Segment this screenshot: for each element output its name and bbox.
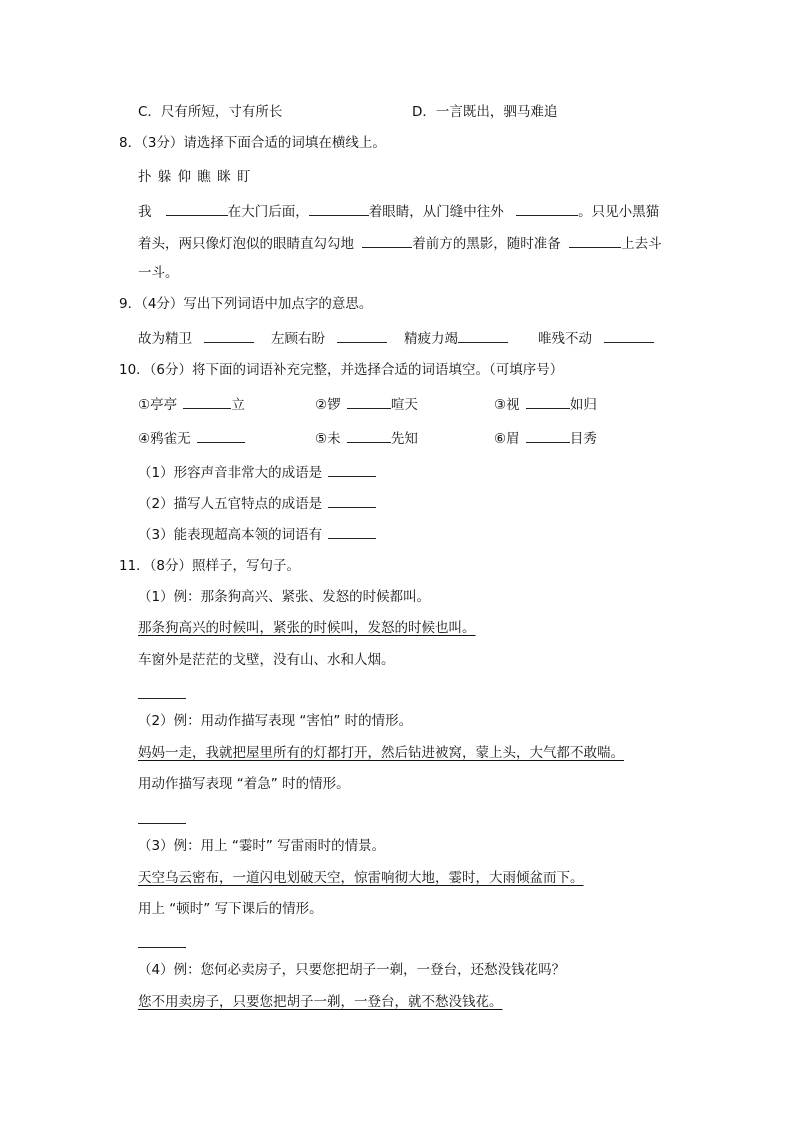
item-word: 唯残不动 xyxy=(538,331,592,347)
question-9-item-4 xyxy=(538,328,654,349)
idiom-prefix: ④鸦雀无 xyxy=(138,431,191,447)
question-9-item-2 xyxy=(271,328,387,349)
answer-blank[interactable] xyxy=(166,201,228,216)
option-d: D．一言既出，驷马难追 xyxy=(412,104,558,120)
sub-question-text: （1）形容声音非常大的成语是 xyxy=(138,465,323,481)
question-8-word-choices: 扑 躲 仰 瞧 眯 盯 xyxy=(138,169,252,185)
idiom-prefix: ⑥眉 xyxy=(494,431,520,447)
item-word: 左顾右盼 xyxy=(271,331,325,347)
idiom-item-4 xyxy=(138,428,245,449)
part-1-model-sentence: 那条狗高兴的时候叫，紧张的时候叫，发怒的时候也叫。 xyxy=(138,620,476,636)
question-9-item-3 xyxy=(404,328,508,349)
part-3-model-sentence: 天空乌云密布，一道闪电划破天空，惊雷响彻大地，霎时，大雨倾盆而下。 xyxy=(138,870,584,886)
answer-blank[interactable] xyxy=(328,524,376,539)
answer-blank[interactable] xyxy=(604,328,654,343)
answer-blank[interactable] xyxy=(183,394,231,409)
part-2-model-sentence: 妈妈一走，我就把屋里所有的灯都打开，然后钻进被窝，蒙上头，大气都不敢喘。 xyxy=(138,745,624,761)
idiom-item-3 xyxy=(494,394,597,415)
sub-question-text: （2）描写人五官特点的成语是 xyxy=(138,496,323,512)
part-2-answer-blank[interactable] xyxy=(138,822,186,824)
option-c: C．尺有所短，寸有所长 xyxy=(138,104,283,120)
idiom-item-2 xyxy=(315,394,418,415)
text-segment: 着眼睛，从门缝中往外 xyxy=(368,204,504,220)
part-3-example: （3）例：用上 “霎时” 写雷雨时的情景。 xyxy=(138,838,386,854)
answer-blank[interactable] xyxy=(458,328,508,343)
answer-blank[interactable] xyxy=(328,493,376,508)
text-segment: 着头，两只像灯泡似的眼睛直勾勾地 xyxy=(138,236,354,252)
part-1-task-sentence: 车窗外是茫茫的戈壁，没有山、水和人烟。 xyxy=(138,652,395,668)
answer-blank[interactable] xyxy=(569,233,621,248)
part-1-answer-blank[interactable] xyxy=(138,697,186,699)
part-1-example: （1）例：那条狗高兴、紧张、发怒的时候都叫。 xyxy=(138,589,431,605)
question-10-title: 10．（6分）将下面的词语补充完整，并选择合适的词语填空。（可填序号） xyxy=(119,362,564,378)
text-segment: 在大门后面， xyxy=(227,204,309,220)
idiom-suffix: 喧天 xyxy=(390,397,418,413)
answer-blank[interactable] xyxy=(337,328,387,343)
part-3-answer-blank[interactable] xyxy=(138,946,186,948)
question-8-sentence-line-1 xyxy=(138,201,659,222)
answer-blank[interactable] xyxy=(516,201,578,216)
answer-blank[interactable] xyxy=(526,394,570,409)
text-segment: 上去斗 xyxy=(621,236,662,252)
idiom-suffix: 目秀 xyxy=(569,431,597,447)
idiom-suffix: 立 xyxy=(231,397,245,413)
answer-blank[interactable] xyxy=(309,201,369,216)
answer-blank[interactable] xyxy=(347,428,391,443)
idiom-item-6 xyxy=(494,428,597,449)
idiom-item-5 xyxy=(315,428,418,449)
answer-blank[interactable] xyxy=(362,233,412,248)
question-10-sub-1 xyxy=(138,462,376,483)
text-segment: 着前方的黑影，随时准备 xyxy=(412,236,561,252)
question-9-title: 9．（4分）写出下列词语中加点字的意思。 xyxy=(119,296,373,312)
answer-blank[interactable] xyxy=(204,328,254,343)
text-segment: 我 xyxy=(138,204,152,220)
item-word: 精疲力竭 xyxy=(404,331,458,347)
item-word: 故为精卫 xyxy=(138,331,192,347)
idiom-prefix: ③视 xyxy=(494,397,520,413)
part-2-example: （2）例：用动作描写表现 “害怕” 时的情形。 xyxy=(138,713,413,729)
question-10-sub-2 xyxy=(138,493,376,514)
answer-blank[interactable] xyxy=(347,394,391,409)
part-2-task-sentence: 用动作描写表现 “着急” 时的情形。 xyxy=(138,776,350,792)
idiom-prefix: ①亭亭 xyxy=(138,397,178,413)
part-4-example: （4）例：您何必卖房子，只要您把胡子一剃，一登台，还愁没钱花吗？ xyxy=(138,962,566,978)
idiom-item-1 xyxy=(138,394,245,415)
idiom-suffix: 先知 xyxy=(390,431,418,447)
question-8-title: 8．（3分）请选择下面合适的词填在横线上。 xyxy=(119,135,386,151)
question-10-sub-3 xyxy=(138,524,376,545)
answer-blank[interactable] xyxy=(197,428,245,443)
question-8-sentence-line-3: 一斗。 xyxy=(138,265,179,281)
question-8-sentence-line-2 xyxy=(138,233,662,254)
idiom-prefix: ⑤未 xyxy=(315,431,341,447)
text-segment: 。只见小黑猫 xyxy=(578,204,660,220)
part-3-task-sentence: 用上 “顿时” 写下课后的情形。 xyxy=(138,901,323,917)
idiom-suffix: 如归 xyxy=(569,397,597,413)
answer-blank[interactable] xyxy=(526,428,570,443)
part-4-model-sentence: 您不用卖房子，只要您把胡子一剃，一登台，就不愁没钱花。 xyxy=(138,994,503,1010)
answer-blank[interactable] xyxy=(328,462,376,477)
idiom-prefix: ②锣 xyxy=(315,397,341,413)
sub-question-text: （3）能表现超高本领的词语有 xyxy=(138,527,323,543)
question-9-item-1 xyxy=(138,328,254,349)
question-11-title: 11．（8分）照样子，写句子。 xyxy=(119,558,301,574)
